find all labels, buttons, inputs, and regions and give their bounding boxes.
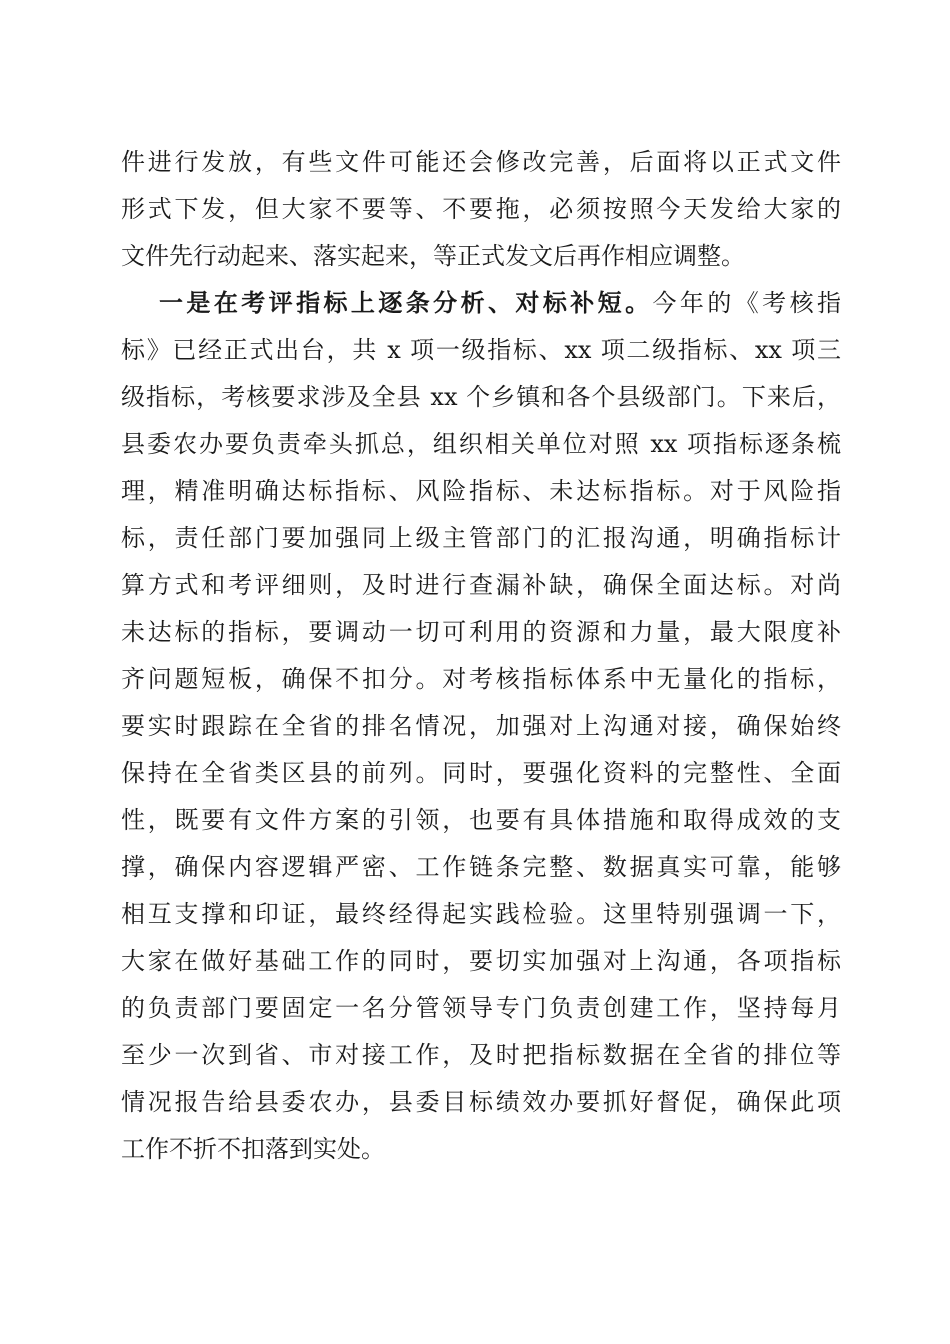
text-line: 大家在做好基础工作的同时，要切实加强对上沟通，各项指标 [121, 947, 841, 975]
text-line: 未达标的指标，要调动一切可利用的资源和力量，最大限度补 [121, 618, 841, 646]
text-line: 保持在全省类区县的前列。同时，要强化资料的完整性、全面 [121, 759, 841, 787]
text-line: 标》已经正式出台，共 x 项一级指标、xx 项二级指标、xx 项三 [121, 336, 841, 364]
text-line: 算方式和考评细则，及时进行查漏补缺，确保全面达标。对尚 [121, 571, 841, 599]
text-line: 要实时跟踪在全省的排名情况，加强对上沟通对接，确保始终 [121, 712, 841, 740]
text-line: 工作不折不扣落到实处。 [121, 1135, 385, 1163]
text-line: 情况报告给县委农办，县委目标绩效办要抓好督促，确保此项 [121, 1088, 841, 1116]
text-line: 县委农办要负责牵头抓总，组织相关单位对照 xx 项指标逐条梳 [121, 430, 841, 458]
text-line: 文件先行动起来、落实起来，等正式发文后再作相应调整。 [121, 242, 745, 270]
text-line: 理，精准明确达标指标、风险指标、未达标指标。对于风险指 [121, 477, 841, 505]
text-line: 齐问题短板，确保不扣分。对考核指标体系中无量化的指标， [121, 665, 841, 693]
text-line: 件进行发放，有些文件可能还会修改完善，后面将以正式文件 [121, 148, 841, 176]
paragraph-first-line [159, 283, 841, 323]
section-heading: 一是在考评指标上逐条分析、对标补短。 [159, 288, 653, 317]
text-line: 相互支撑和印证，最终经得起实践检验。这里特别强调一下， [121, 900, 841, 928]
text-line: 的负责部门要固定一名分管领导专门负责创建工作，坚持每月 [121, 994, 841, 1022]
text-line: 级指标，考核要求涉及全县 xx 个乡镇和各个县级部门。下来后， [121, 383, 841, 411]
text-line: 标，责任部门要加强同上级主管部门的汇报沟通，明确指标计 [121, 524, 841, 552]
text-line: 撑，确保内容逻辑严密、工作链条完整、数据真实可靠，能够 [121, 853, 841, 881]
text-line: 性，既要有文件方案的引领，也要有具体措施和取得成效的支 [121, 806, 841, 834]
text-line: 至少一次到省、市对接工作，及时把指标数据在全省的排位等 [121, 1041, 841, 1069]
text-span: 今年的《考核指 [652, 289, 841, 317]
text-line: 形式下发，但大家不要等、不要拖，必须按照今天发给大家的 [121, 195, 841, 223]
